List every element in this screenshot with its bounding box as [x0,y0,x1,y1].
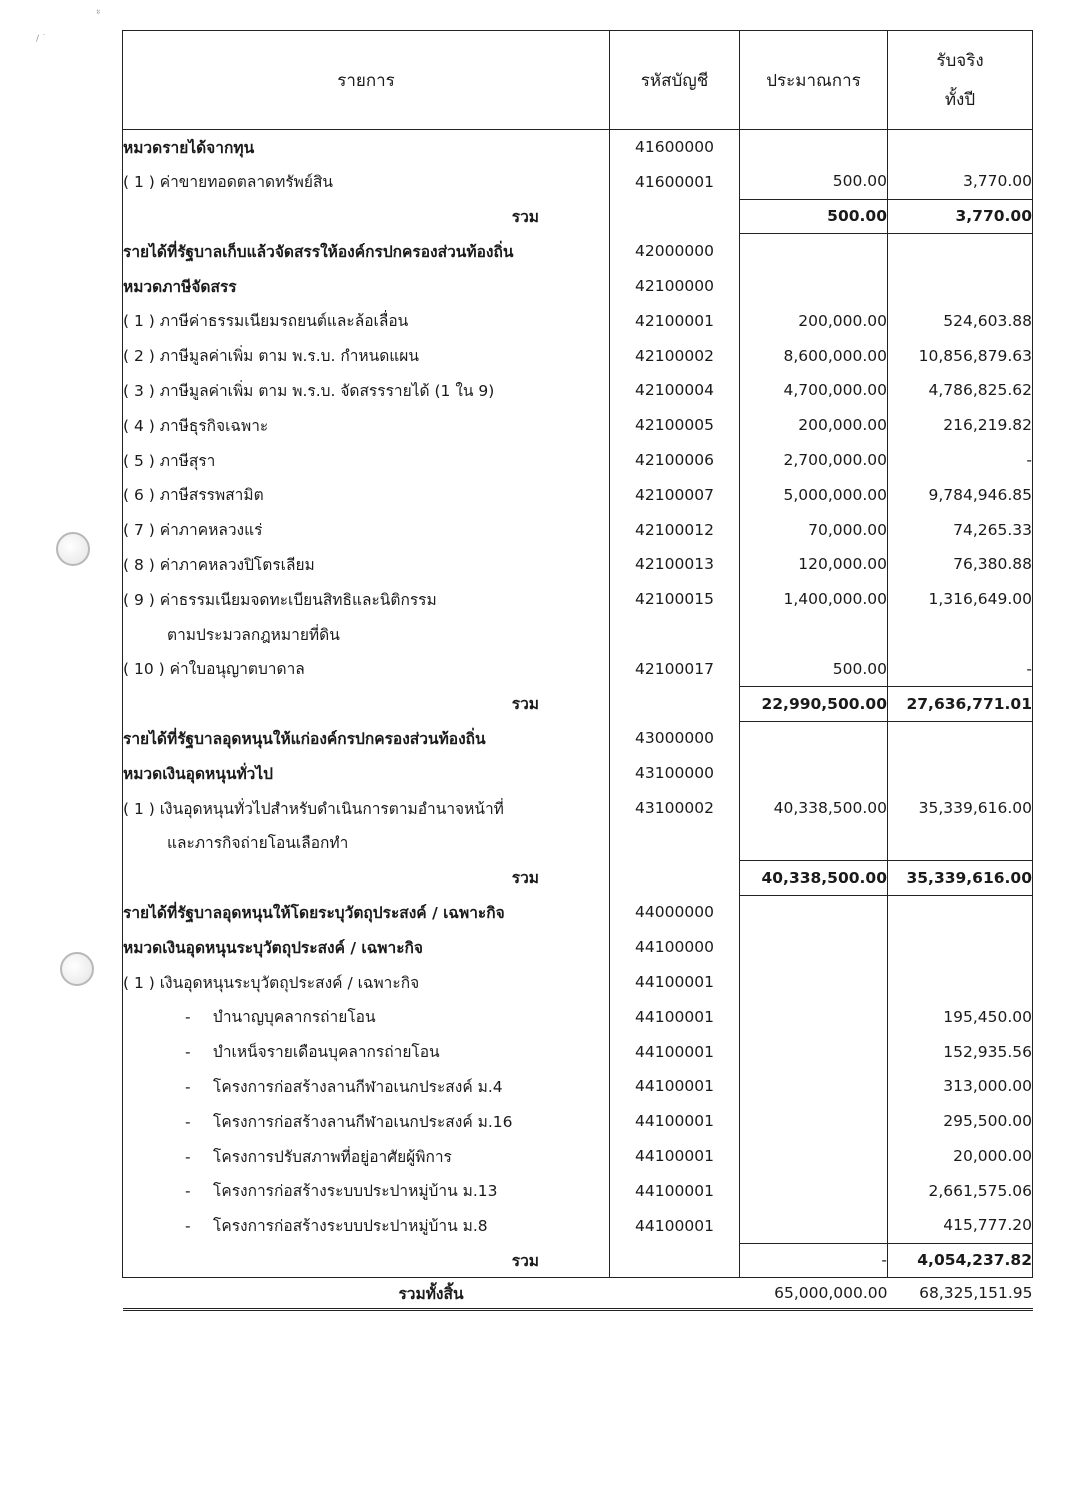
subtotal-row [123,860,1033,895]
row-item-name: รวม [123,199,610,234]
row-account-code: 44100001 [610,1208,740,1243]
category-row [123,930,1033,965]
row-actual: 76,380.88 [888,547,1033,582]
row-actual: 313,000.00 [888,1069,1033,1104]
row-actual: 1,316,649.00 [888,582,1033,617]
row-estimate [740,1173,888,1208]
row-item-name [123,1208,610,1243]
subtotal-row [123,199,1033,234]
row-estimate: 200,000.00 [740,408,888,443]
row-item-text: บำนาญบุคลากรถ่ายโอน [213,1008,376,1027]
row-account-code: 42100002 [610,338,740,373]
category-row [123,895,1033,930]
row-account-code: 44100001 [610,1139,740,1174]
row-estimate: 8,600,000.00 [740,338,888,373]
row-account-code: 44100001 [610,1173,740,1208]
row-item-name: ( 1 ) เงินอุดหนุนระบุวัตถุประสงค์ / เฉพาะกิจ [123,965,610,1000]
row-item-name: รวม [123,1243,610,1278]
row-item-name: รายได้ที่รัฐบาลเก็บแล้วจัดสรรให้องค์กรปกครองส่วนท้องถิ่น [123,234,610,269]
row-account-code [610,825,740,860]
row-actual: 74,265.33 [888,512,1033,547]
row-actual: 3,770.00 [888,164,1033,199]
row-estimate [740,617,888,652]
row-estimate: 2,700,000.00 [740,443,888,478]
row-actual [888,825,1033,860]
row-estimate: 5,000,000.00 [740,477,888,512]
row-actual [888,234,1033,269]
row-account-code: 42100001 [610,303,740,338]
row-account-code: 41600001 [610,164,740,199]
punch-hole-icon [56,532,90,566]
row-item-name: หมวดเงินอุดหนุนระบุวัตถุประสงค์ / เฉพาะกิจ [123,930,610,965]
row-estimate: 40,338,500.00 [740,860,888,895]
row-account-code: 42100017 [610,651,740,686]
row-item-name: รวม [123,860,610,895]
row-account-code: 44100001 [610,999,740,1034]
row-estimate: 4,700,000.00 [740,373,888,408]
table-row [123,164,1033,199]
scan-speck: ะ [96,7,101,17]
row-estimate [740,721,888,756]
category-row [123,756,1033,791]
row-account-code: 42100005 [610,408,740,443]
bullet-dash: - [185,1182,191,1201]
row-actual: 27,636,771.01 [888,686,1033,721]
row-account-code [610,199,740,234]
row-actual: 35,339,616.00 [888,791,1033,826]
row-actual: - [888,443,1033,478]
row-item-name: ( 6 ) ภาษีสรรพสามิต [123,477,610,512]
scan-speck: / ˙ [36,34,47,44]
bullet-dash: - [185,1008,191,1027]
row-estimate [740,234,888,269]
revenue-table [122,30,1033,1311]
row-estimate [740,999,888,1034]
row-estimate [740,1208,888,1243]
category-row [123,130,1033,165]
table-row [123,582,1033,617]
row-item-name [123,1139,610,1174]
row-actual: 2,661,575.06 [888,1173,1033,1208]
header-actual-line2: ทั้งปี [944,90,976,110]
subtotal-row [123,686,1033,721]
table-row [123,547,1033,582]
row-item-name: ( 1 ) ค่าขายทอดตลาดทรัพย์สิน [123,164,610,199]
row-account-code: 41600000 [610,130,740,165]
row-actual: - [888,651,1033,686]
table-row [123,338,1033,373]
table-row [123,443,1033,478]
table-row [123,1069,1033,1104]
row-estimate: 500.00 [740,199,888,234]
row-account-code: 42100012 [610,512,740,547]
row-item-text: โครงการก่อสร้างลานกีฬาอเนกประสงค์ ม.16 [213,1112,513,1131]
row-account-code: 42100015 [610,582,740,617]
row-account-code: 42100006 [610,443,740,478]
table-row [123,373,1033,408]
row-account-code: 43000000 [610,721,740,756]
header-estimate: ประมาณการ [740,31,888,130]
row-actual [888,269,1033,304]
row-item-name: หมวดภาษีจัดสรร [123,269,610,304]
row-item-name [123,1173,610,1208]
row-item-name [123,999,610,1034]
row-item-name: ( 2 ) ภาษีมูลค่าเพิ่ม ตาม พ.ร.บ. กำหนดแผน [123,338,610,373]
grand-total-estimate: 65,000,000.00 [740,1278,888,1310]
row-item-name [123,1034,610,1069]
row-actual: 4,786,825.62 [888,373,1033,408]
bullet-dash: - [185,1112,191,1131]
row-actual [888,721,1033,756]
table-row [123,408,1033,443]
row-actual: 9,784,946.85 [888,477,1033,512]
row-item-name: ตามประมวลกฎหมายที่ดิน [123,617,610,652]
row-estimate [740,130,888,165]
row-estimate: 200,000.00 [740,303,888,338]
row-estimate: 500.00 [740,651,888,686]
grand-total-label: รวมทั้งสิ้น [123,1278,740,1310]
row-item-name: รวม [123,686,610,721]
row-actual: 524,603.88 [888,303,1033,338]
row-estimate: 500.00 [740,164,888,199]
row-estimate: 22,990,500.00 [740,686,888,721]
row-item-text: บำเหน็จรายเดือนบุคลากรถ่ายโอน [213,1043,440,1062]
table-row [123,512,1033,547]
row-estimate [740,825,888,860]
row-actual [888,130,1033,165]
row-account-code: 44100001 [610,1069,740,1104]
row-item-name: และภารกิจถ่ายโอนเลือกทำ [123,825,610,860]
row-item-name [123,1104,610,1139]
row-estimate [740,930,888,965]
table-row [123,1139,1033,1174]
row-item-name: หมวดเงินอุดหนุนทั่วไป [123,756,610,791]
header-account-code: รหัสบัญชี [610,31,740,130]
row-actual: 216,219.82 [888,408,1033,443]
category-row [123,234,1033,269]
bullet-dash: - [185,1077,191,1096]
row-estimate [740,1069,888,1104]
table-row [123,999,1033,1034]
table-row [123,825,1033,860]
row-item-text: โครงการก่อสร้างระบบประปาหมู่บ้าน ม.8 [213,1217,488,1236]
row-estimate: 40,338,500.00 [740,791,888,826]
row-actual [888,617,1033,652]
row-item-name: ( 10 ) ค่าใบอนุญาตบาดาล [123,651,610,686]
row-account-code: 42100004 [610,373,740,408]
row-estimate: 70,000.00 [740,512,888,547]
row-item-name [123,1069,610,1104]
table-row [123,651,1033,686]
grand-total-actual: 68,325,151.95 [888,1278,1033,1310]
bullet-dash: - [185,1217,191,1236]
row-item-name: ( 3 ) ภาษีมูลค่าเพิ่ม ตาม พ.ร.บ. จัดสรรรายได้ (1 ใน 9) [123,373,610,408]
row-item-name: ( 7 ) ค่าภาคหลวงแร่ [123,512,610,547]
row-estimate [740,965,888,1000]
table-header-row [123,31,1033,130]
row-item-name: ( 9 ) ค่าธรรมเนียมจดทะเบียนสิทธิและนิติกรรม [123,582,610,617]
row-item-name: ( 1 ) เงินอุดหนุนทั่วไปสำหรับดำเนินการตามอำนาจหน้าที่ [123,791,610,826]
table-row [123,303,1033,338]
row-item-name: หมวดรายได้จากทุน [123,130,610,165]
row-account-code: 44100001 [610,1034,740,1069]
row-actual: 35,339,616.00 [888,860,1033,895]
row-item-text: โครงการก่อสร้างระบบประปาหมู่บ้าน ม.13 [213,1182,498,1201]
row-actual: 3,770.00 [888,199,1033,234]
row-actual: 20,000.00 [888,1139,1033,1174]
row-actual: 195,450.00 [888,999,1033,1034]
row-account-code: 42100007 [610,477,740,512]
row-account-code [610,617,740,652]
grand-total-row [123,1278,1033,1310]
row-estimate [740,1034,888,1069]
row-item-text: โครงการปรับสภาพที่อยู่อาศัยผู้พิการ [213,1147,452,1166]
row-estimate [740,269,888,304]
row-actual: 152,935.56 [888,1034,1033,1069]
category-row [123,721,1033,756]
table-row [123,965,1033,1000]
row-account-code: 44100001 [610,965,740,1000]
table-row [123,1208,1033,1243]
row-actual: 4,054,237.82 [888,1243,1033,1278]
row-item-text: โครงการก่อสร้างลานกีฬาอเนกประสงค์ ม.4 [213,1077,503,1096]
row-estimate [740,756,888,791]
row-item-name: รายได้ที่รัฐบาลอุดหนุนให้แก่องค์กรปกครองส่วนท้องถิ่น [123,721,610,756]
row-account-code: 43100002 [610,791,740,826]
row-account-code: 42000000 [610,234,740,269]
row-account-code: 42100013 [610,547,740,582]
header-actual-line1: รับจริง [936,51,984,71]
row-actual [888,895,1033,930]
header-item: รายการ [123,31,610,130]
row-account-code [610,860,740,895]
row-item-name: ( 5 ) ภาษีสุรา [123,443,610,478]
row-account-code [610,1243,740,1278]
header-actual [888,31,1033,130]
row-estimate [740,1104,888,1139]
row-estimate: 1,400,000.00 [740,582,888,617]
subtotal-row [123,1243,1033,1278]
bullet-dash: - [185,1043,191,1062]
row-estimate [740,895,888,930]
row-item-name: รายได้ที่รัฐบาลอุดหนุนให้โดยระบุวัตถุประสงค์ / เฉพาะกิจ [123,895,610,930]
row-account-code: 44100000 [610,930,740,965]
row-estimate [740,1139,888,1174]
table-row [123,477,1033,512]
table-row [123,1173,1033,1208]
row-account-code: 44000000 [610,895,740,930]
row-account-code [610,686,740,721]
punch-hole-icon [60,952,94,986]
row-account-code: 43100000 [610,756,740,791]
row-actual: 295,500.00 [888,1104,1033,1139]
table-row [123,617,1033,652]
row-item-name: ( 8 ) ค่าภาคหลวงปิโตรเลียม [123,547,610,582]
row-actual [888,930,1033,965]
table-row [123,1104,1033,1139]
row-actual: 415,777.20 [888,1208,1033,1243]
table-row [123,1034,1033,1069]
row-item-name: ( 1 ) ภาษีค่าธรรมเนียมรถยนต์และล้อเลื่อน [123,303,610,338]
row-estimate: 120,000.00 [740,547,888,582]
bullet-dash: - [185,1147,191,1166]
row-account-code: 44100001 [610,1104,740,1139]
category-row [123,269,1033,304]
row-item-name: ( 4 ) ภาษีธุรกิจเฉพาะ [123,408,610,443]
table-row [123,791,1033,826]
row-actual [888,756,1033,791]
row-estimate: - [740,1243,888,1278]
row-actual [888,965,1033,1000]
row-account-code: 42100000 [610,269,740,304]
row-actual: 10,856,879.63 [888,338,1033,373]
